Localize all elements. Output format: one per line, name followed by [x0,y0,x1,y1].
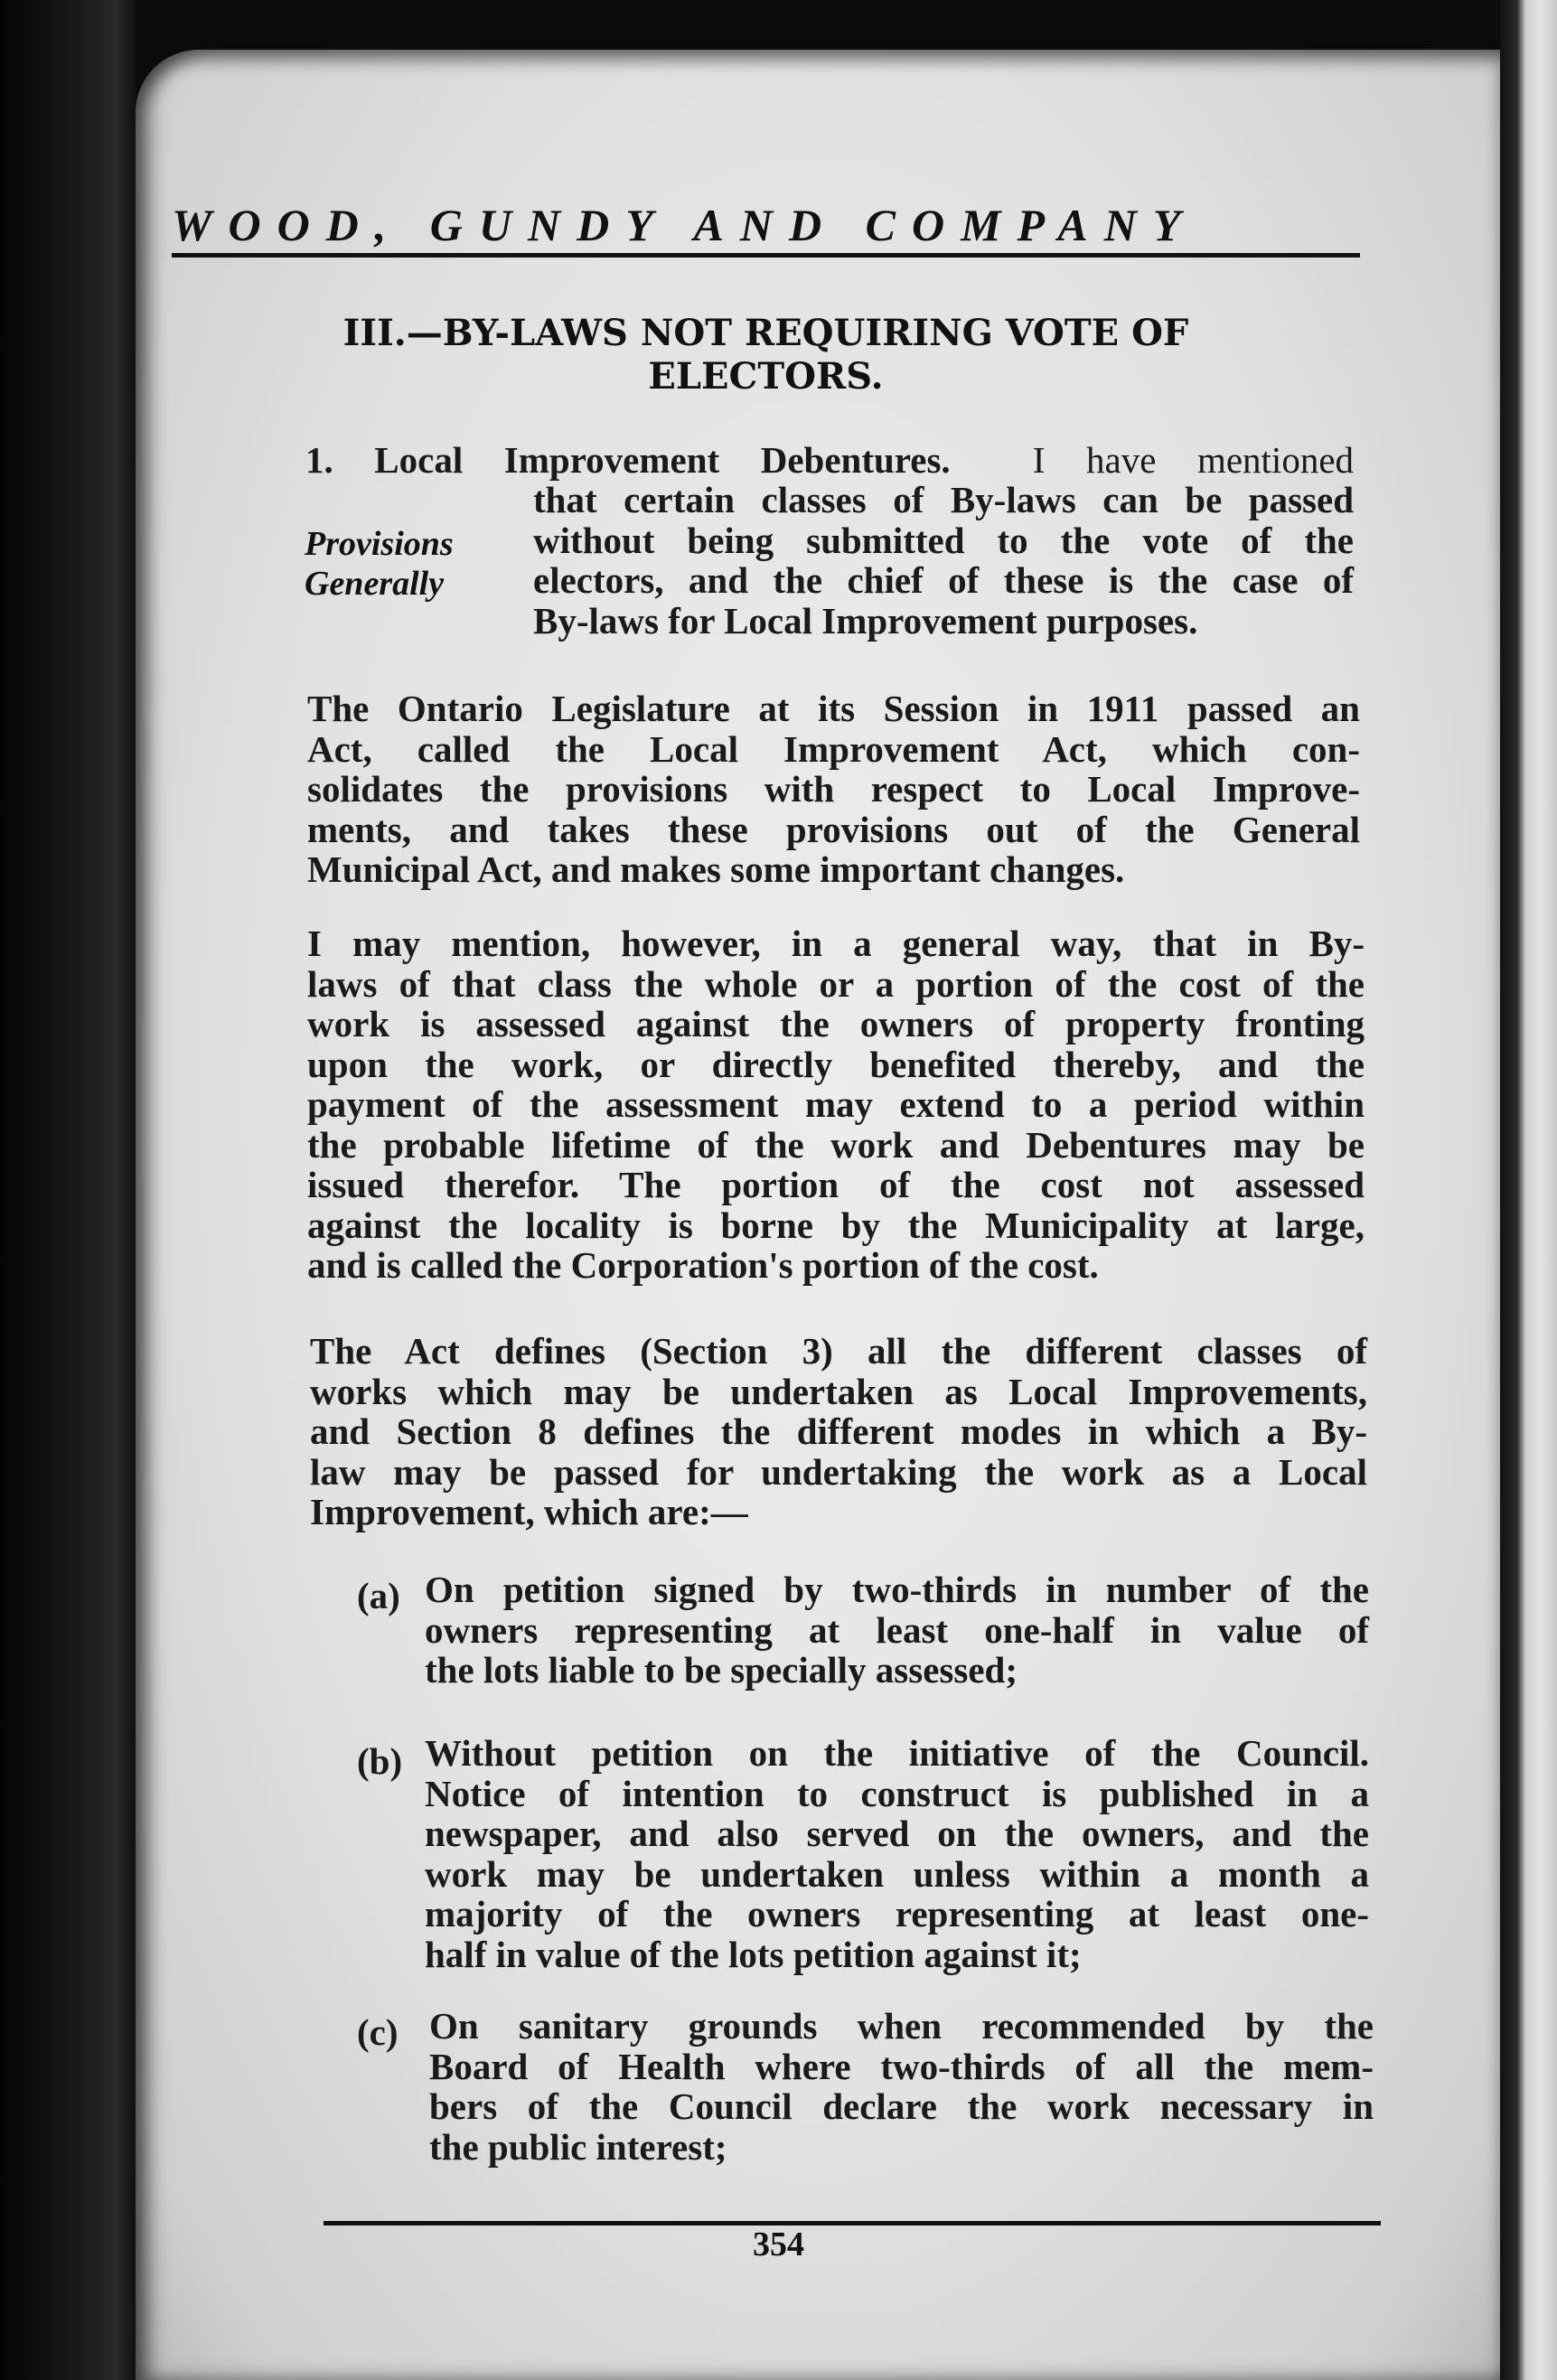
paragraph-line: and is called the Corporation's portion of the cost. [307,1244,1099,1286]
paragraph-line: ments, and takes these provisions out of the General [307,808,1360,850]
section-title-line-1: III.—BY-LAWS NOT REQUIRING VOTE OF [342,312,1189,354]
paragraph-line: Act, called the Local Improvement Act, which con- [307,727,1360,770]
margin-sidenote [305,524,512,604]
paragraph [307,923,1365,1286]
paragraph-line: Municipal Act, and makes some important changes. [307,848,1125,890]
sidenote-line: Generally [305,565,445,603]
paragraph-line: issued therefor. The portion of the cost not assessed [307,1164,1365,1205]
paragraph-line: the probable lifetime of the work and Debentures may be [307,1123,1365,1166]
section-title [172,312,1360,398]
paragraph-line: payment of the assessment may extend to a period within [307,1083,1365,1125]
paragraph-line: against the locality is borne by the Municipality at large, [307,1204,1365,1246]
subsection-line: electors, and the chief of these is the case of [533,559,1354,601]
item-line: bers of the Council declare the work necessary in [429,2085,1374,2127]
paragraph [310,1331,1367,1532]
paragraph-line: works which may be undertaken as Local Improvements, [310,1370,1367,1412]
list-item [429,2006,1374,2167]
book-spine-left [0,0,136,2380]
section-title-line-2: ELECTORS. [648,355,884,398]
paragraph-line: laws of that class the whole or a portion of the cost of the [307,962,1365,1005]
paragraph-line: upon the work, or directly benefited thereby, and the [307,1043,1365,1085]
page-number: 354 [753,2225,804,2263]
running-head-text: WOOD, GUNDY AND COMPANY [172,200,1197,250]
facing-page-edge [1500,0,1557,2380]
item-line: the lots liable to be specially assessed; [425,1649,1018,1691]
item-line: the public interest; [429,2125,727,2168]
list-item [425,1569,1369,1691]
item-label: (a) [357,1575,400,1616]
subsection-line: without being submitted to the vote of the [533,519,1354,561]
paragraph-line: solidates the provisions with respect to Local Improve- [307,768,1360,810]
subsection-heading-line [305,440,1354,481]
paragraph-line: work is assessed against the owners of property fronting [307,1003,1365,1045]
paragraph [307,689,1360,890]
item-line: Notice of intention to construct is published in a [425,1772,1369,1814]
item-line: owners representing at least one-half in value of [425,1608,1369,1651]
paragraph-line: I may mention, however, in a general way, that in By- [307,923,1365,964]
item-line: Board of Health where two-thirds of all the mem- [429,2045,1374,2087]
paragraph-line: The Ontario Legislature at its Session in 1911 passed an [307,688,1360,729]
subsection-body [533,480,1354,641]
paragraph-line: Improvement, which are:— [310,1491,748,1532]
paragraph-line: law may be passed for undertaking the work as a Local [310,1450,1367,1493]
sidenote-line: Provisions [305,525,454,563]
item-line: half in value of the lots petition against it; [425,1933,1082,1975]
item-line: Without petition on the initiative of the Council. [425,1732,1369,1774]
item-line: On petition signed by two-thirds in number of the [425,1569,1369,1610]
item-line: On sanitary grounds when recommended by the [429,2005,1374,2047]
item-label: (b) [357,1740,403,1782]
item-line: newspaper, and also served on the owners, and the [425,1813,1369,1854]
item-line: work may be undertaken unless within a month a [425,1852,1369,1895]
paragraph-line: The Act defines (Section 3) all the different classes of [310,1330,1367,1372]
list-item [425,1733,1369,1974]
paragraph-line: and Section 8 defines the different modes in which a By- [310,1410,1367,1452]
subsection-line: By-laws for Local Improvement purposes. [533,599,1198,642]
item-line: majority of the owners representing at least one- [425,1893,1369,1935]
subsection-heading: 1. Local Improvement Debentures. [305,439,951,481]
subsection-first-line: I have mentioned [1032,439,1355,481]
subsection-line: that certain classes of By-laws can be passed [533,479,1354,520]
running-header [172,154,1360,258]
item-label: (c) [357,2011,399,2053]
